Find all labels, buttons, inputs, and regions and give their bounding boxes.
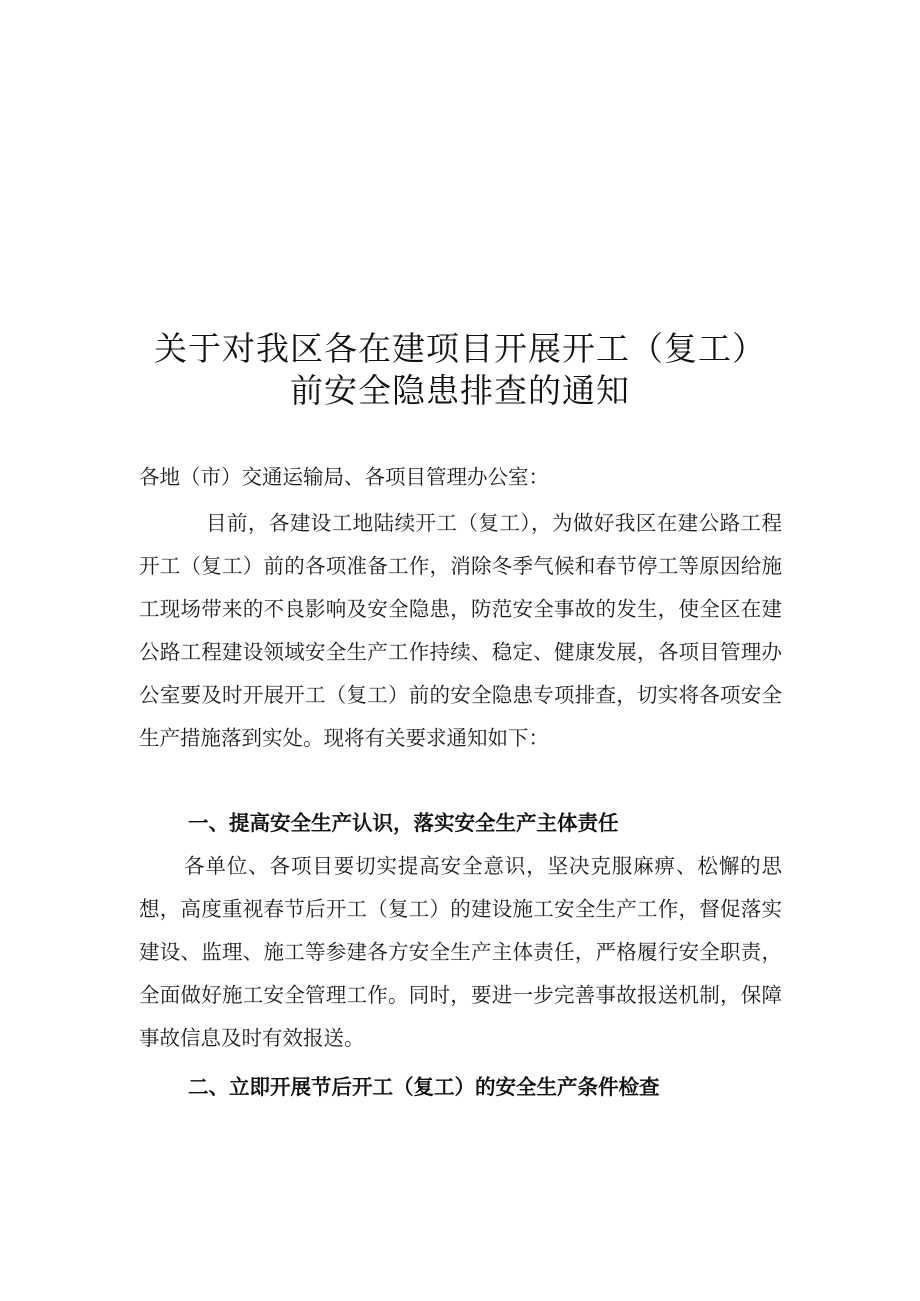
document-title-line-1: 关于对我区各在建项目开展开工（复工） bbox=[154, 329, 766, 368]
section-heading-2: 二、立即开展节后开工（复工）的安全生产条件检查 bbox=[188, 1075, 660, 1099]
paragraph-section-1: 各单位、各项目要切实提高安全意识，坚决克服麻痹、松懈的思想，高度重视春节后开工（复工）的建设施工安全生产工作，督促落实建设、监理、施工等参建各方安全生产主体责任，严格履行安全职责，全面做好施工安全管理工作。同时，要进一步完善事故报送机制，保障事故信息及时有效报送。 bbox=[139, 854, 782, 1050]
section-heading-1: 一、提高安全生产认识，落实安全生产主体责任 bbox=[188, 811, 619, 835]
salutation: 各地（市）交通运输局、各项目管理办公室： bbox=[139, 465, 549, 489]
paragraph-intro: 目前，各建设工地陆续开工（复工），为做好我区在建公路工程开工（复工）前的各项准备工作，消除冬季气候和春节停工等原因给施工现场带来的不良影响及安全隐患，防范安全事故的发生，使全区在建公路工程建设领域安全生产工作持续、稳定、健康发展，各项目管理办公室要及时开展开工（复工）前的安全隐患专项排查，切实将各项安全生产措施落到实处。现将有关要求通知如下： bbox=[139, 511, 782, 750]
document-title-line-2: 前安全隐患排查的通知 bbox=[290, 371, 630, 410]
